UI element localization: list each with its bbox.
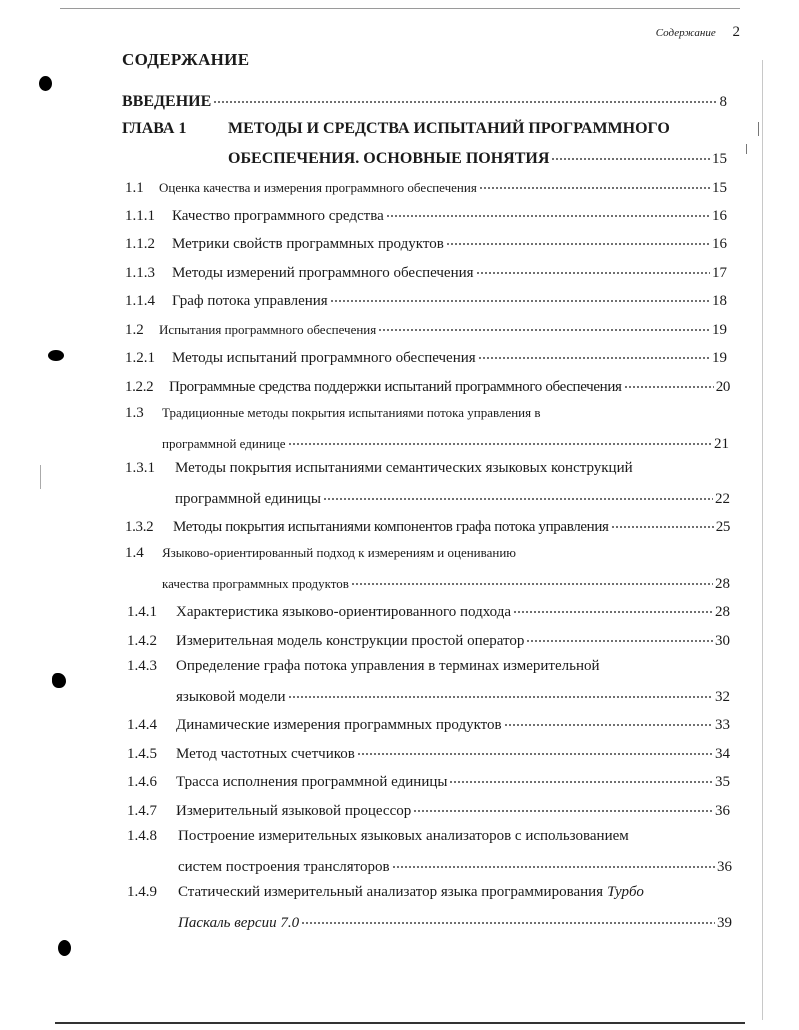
toc-entry-chapter-1-cont[interactable] [228,148,727,168]
toc-entry-number: 1.4.3 [127,658,157,674]
toc-entry-introduction[interactable] [122,91,727,111]
toc-leader [413,800,713,815]
toc-page-number: 19 [712,322,727,338]
toc-entry-number: 1.3.1 [125,460,155,476]
toc-entry-1-1-2[interactable] [125,233,727,253]
toc-entry-1-3-1-cont[interactable] [175,488,730,508]
toc-leader [476,262,710,277]
toc-entry-number: ГЛАВА 1 [122,120,187,137]
running-header [560,24,740,41]
toc-entry-text: Методы измерений программного обеспечения [172,265,474,281]
toc-entry-text: ВВЕДЕНИЕ [122,93,212,110]
toc-page-number: 21 [714,436,729,452]
toc-entry-number: 1.4.5 [127,746,157,762]
toc-leader [357,743,713,758]
page-number: 2 [732,24,740,40]
toc-page-number: 16 [712,208,727,224]
toc-entry-number: 1.1.4 [125,293,155,309]
toc-entry-text: систем построения трансляторов [178,859,390,875]
punch-hole-mark [48,350,64,361]
toc-leader [392,856,715,871]
toc-leader [504,714,713,729]
toc-leader [288,686,713,701]
toc-entry-text: качества программных продуктов [162,576,349,591]
toc-entry-text: Динамические измерения программных продуктов [176,717,502,733]
toc-leader [301,912,715,927]
toc-leader [213,91,717,106]
toc-page-number: 17 [712,265,727,281]
punch-hole-mark [52,673,66,688]
toc-entry-text: Паскаль версии 7.0 [178,915,300,931]
toc-entry-number: 1.4.8 [127,828,157,844]
toc-entry-text: Методы испытаний программного обеспечения [172,350,476,366]
punch-hole-mark [39,76,52,91]
toc-page-number: 28 [715,576,730,592]
toc-page-number: 36 [717,859,732,875]
toc-entry-text: Методы покрытия испытаниями компонентов графа потока управления [173,519,609,535]
toc-entry-text: Метрики свойств программных продуктов [172,236,444,252]
toc-entry-text: Определение графа потока управления в терминах измерительной [176,658,600,674]
toc-page-number: 39 [717,915,732,931]
toc-page-number: 19 [712,350,727,366]
toc-page-number: 25 [715,519,730,535]
toc-entry-text: Трасса исполнения программной единицы [176,774,448,790]
toc-entry-1-4-7[interactable] [127,800,730,820]
scan-mark [746,144,747,154]
toc-entry-number: 1.4.9 [127,884,157,900]
toc-entry-text-italic: Турбо [607,884,644,900]
toc-entry-text: МЕТОДЫ И СРЕДСТВА ИСПЫТАНИЙ ПРОГРАММНОГО [228,120,670,137]
toc-page-number: 16 [712,236,727,252]
toc-leader [449,771,713,786]
toc-entry-1-4-8-cont[interactable] [178,856,732,876]
toc-entry-number: 1.1.1 [125,208,155,224]
toc-entry-number: 1.4.4 [127,717,157,733]
toc-entry-number: 1.4.6 [127,774,157,790]
toc-title: СОДЕРЖАНИЕ [122,50,250,69]
toc-page-number: 15 [712,151,727,167]
toc-page-number: 15 [712,180,727,196]
toc-page-number: 8 [719,94,727,110]
toc-entry-number: 1.2.2 [125,379,154,395]
toc-entry-number: 1.4.1 [127,604,157,620]
scan-top-rule [60,8,740,9]
toc-entry-1-1-4[interactable] [125,290,727,310]
running-header-title: Содержание [655,27,716,39]
toc-entry-1-2[interactable] [125,319,727,339]
toc-entry-1-3[interactable] [125,405,730,422]
toc-entry-text: Оценка качества и измерения программного обеспечения [159,180,477,195]
toc-entry-1-1-1[interactable] [125,205,727,225]
toc-leader [323,488,713,503]
toc-entry-1-4-3-cont[interactable] [176,686,730,706]
toc-entry-text: Языково-ориентированный подход к измерениям и оцениванию [162,545,517,560]
toc-entry-number: 1.2 [125,322,144,338]
toc-entry-chapter-1[interactable] [122,120,732,138]
toc-entry-number: 1.2.1 [125,350,155,366]
toc-leader [288,433,713,448]
toc-entry-number: 1.4 [125,545,144,561]
toc-entry-1-3-1[interactable] [125,460,730,477]
scan-mark [758,122,759,136]
toc-page-number: 35 [715,774,730,790]
toc-leader [446,233,710,248]
toc-entry-text: Традиционные методы покрытия испытаниями потока управления в [162,405,541,420]
toc-leader [479,177,710,192]
toc-leader [624,376,714,391]
punch-hole-mark [58,940,71,956]
toc-entry-number: 1.3 [125,405,144,421]
toc-entry-1-4-8[interactable] [127,828,730,845]
toc-entry-text: программной единицы [175,491,321,507]
toc-entry-number: 1.1.3 [125,265,155,281]
toc-entry-text: Статический измерительный анализатор языка программирования [178,884,604,900]
scan-right-edge [762,60,763,1020]
scan-mark [40,465,41,489]
toc-page-number: 18 [712,293,727,309]
toc-entry-1-4-6[interactable] [127,771,730,791]
toc-entry-number: 1.1.2 [125,236,155,252]
toc-entry-number: 1.3.2 [125,519,154,535]
toc-entry-1-4-9-cont[interactable] [178,912,732,932]
toc-entry-text: языковой модели [176,689,286,705]
toc-leader [351,573,713,588]
toc-leader [611,516,714,531]
toc-entry-text: Измерительная модель конструкции простой оператор [176,633,525,649]
toc-leader [330,290,710,305]
toc-page-number: 22 [715,491,730,507]
toc-entry-1-3-2[interactable] [125,516,730,536]
toc-leader [526,630,713,645]
toc-page-number: 33 [715,717,730,733]
toc-entry-number: 1.4.7 [127,803,157,819]
toc-entry-1-4-2[interactable] [127,630,730,650]
toc-entry-1-4-cont[interactable] [162,573,730,593]
toc-entry-1-2-1[interactable] [125,347,727,367]
toc-entry-1-4-1[interactable] [127,601,730,621]
toc-entry-1-4-5[interactable] [127,743,730,763]
toc-entry-1-4-4[interactable] [127,714,730,734]
toc-entry-text: Качество программного средства [172,208,384,224]
toc-entry-text: программной единице [162,436,286,451]
toc-page-number: 20 [715,379,730,395]
toc-leader [478,347,710,362]
toc-entry-text: Программные средства поддержки испытаний программного обеспечения [169,379,622,395]
toc-entry-1-1[interactable] [125,177,727,197]
toc-entry-1-4-9[interactable] [127,884,732,901]
toc-leader [513,601,713,616]
toc-page-number: 32 [715,689,730,705]
toc-leader [551,148,710,163]
toc-page-number: 28 [715,604,730,620]
toc-entry-text: Характеристика языково-ориентированного подхода [176,604,512,620]
toc-entry-text: Испытания программного обеспечения [159,322,377,337]
toc-entry-1-2-2[interactable] [125,376,730,396]
toc-entry-text: Метод частотных счетчиков [176,746,355,762]
toc-entry-1-1-3[interactable] [125,262,727,282]
toc-entry-number: 1.4.2 [127,633,157,649]
toc-entry-text: Измерительный языковой процессор [176,803,412,819]
toc-leader [386,205,710,220]
toc-page-number: 34 [715,746,730,762]
toc-entry-text: Методы покрытия испытаниями семантических языковых конструкций [175,460,633,476]
toc-entry-1-4[interactable] [125,545,730,562]
toc-entry-text: ОБЕСПЕЧЕНИЯ. ОСНОВНЫЕ ПОНЯТИЯ [228,150,550,167]
scan-bottom-rule [55,1022,745,1024]
toc-entry-text: Граф потока управления [172,293,328,309]
toc-page-number: 36 [715,803,730,819]
toc-entry-1-4-3[interactable] [127,658,730,675]
toc-entry-1-3-cont[interactable] [162,433,729,453]
toc-page-number: 30 [715,633,730,649]
toc-entry-text: Построение измерительных языковых анализаторов с использованием [178,828,629,844]
toc-leader [378,319,710,334]
toc-entry-number: 1.1 [125,180,144,196]
